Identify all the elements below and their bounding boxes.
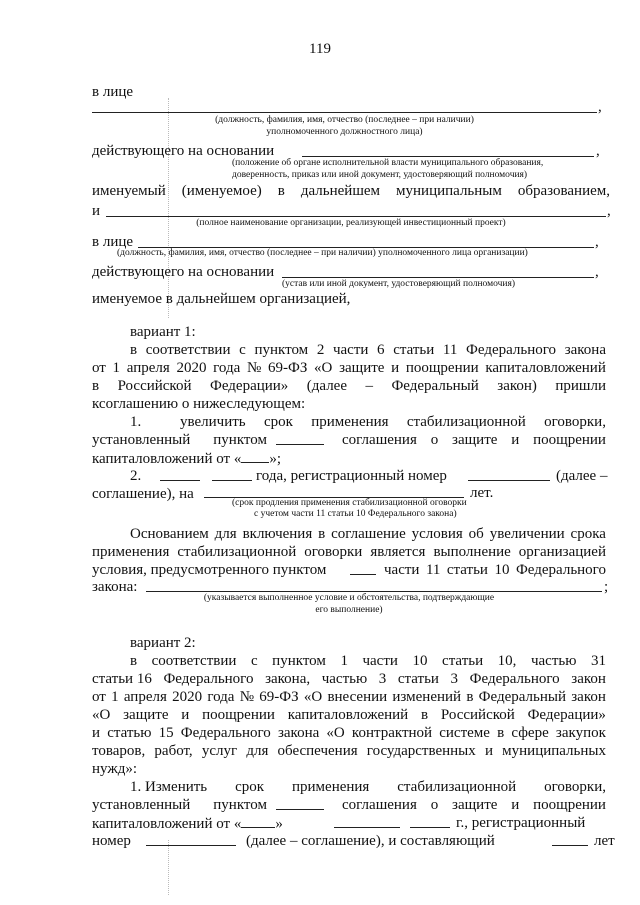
variant-2-line-7: нужд»: [92,761,137,777]
variant-1-basis-line-4: закона: [92,579,138,595]
fill-line-reg-number [468,480,550,481]
semicolon: ; [604,579,609,595]
variant-1-line-2: от 1 апреля 2020 года № 69-ФЗ «О защите и поощрении капиталовложений [92,360,606,376]
variant-1-line-1: в соответствии с пунктом 2 части 6 статьи 11 Федерального закона [130,342,606,358]
variant-2-item-1-line-2b: соглашения о защите и поощрении [342,797,606,813]
variant-2-item-1-line-3a: капиталовложений от « » [92,816,283,832]
fill-line-clause [276,444,324,445]
variant-1-item-2-number: 2. [130,468,142,484]
fill-line-month [212,480,252,481]
variant-1-line-3: в Российской Федерации» (далее – Федеральный закон) пришли [92,378,606,394]
variant-1-basis-line-3a: условия, предусмотренного пунктом [92,562,327,578]
page-number: 119 [309,41,331,57]
note-term-1: (срок продления применения стабилизационной оговорки [232,498,467,508]
in-person-label: в лице [92,84,134,100]
variant-2-line-1: в соответствии с пунктом 1 части 10 статьи 10, частью 31 [130,653,606,669]
comma: , [595,264,599,280]
comma: , [595,234,599,250]
fill-line-years-2 [552,845,588,846]
note-condition-1: (указывается выполненное условие и обстоятельства, подтверждающие [203,593,495,603]
variant-1-basis-line-1: Основанием для включения в соглашение условия об увеличении срока [130,526,606,542]
variant-2-item-1-line-4c: лет [594,833,615,849]
acting-basis-label: действующего на основании [92,143,275,159]
variant-1-item-1-line-2a: установленный пунктом [92,432,267,448]
variant-1-basis-line-3b: части 11 статьи 10 Федерального [384,562,606,578]
comma: , [607,203,611,219]
note-term-2: с учетом части 11 статьи 10 Федерального закона) [254,509,457,519]
fill-line-position [92,112,597,113]
variant-2-item-1-line-2a: установленный пунктом [92,797,267,813]
named-organization: именуемое в дальнейшем организацией, [92,291,351,307]
variant-1-item-2-line-2: соглашение), на [92,486,194,502]
note-position-1: (должность, фамилия, имя, отчество (последнее – при наличии) [215,115,474,125]
fill-line-year-2 [410,827,450,828]
variant-1-basis-line-2: применения стабилизационной оговорки является выполнение организацией [92,544,606,560]
variant-1-line-4: ксоглашению о нижеследующем: [92,396,306,412]
variant-2-item-1-line-4a: номер [92,833,131,849]
variant-1-item-1-line-2b: соглашения о защите и поощрении [342,432,606,448]
note-org-name: (полное наименование организации, реализующей инвестиционный проект) [196,218,506,228]
note-charter: (устав или иной документ, удостоверяющий полномочия) [282,279,516,289]
note-basis-1: (положение об органе исполнительной власти муниципального образования, [232,158,544,168]
variant-1-item-2-mid: года, регистрационный номер [256,468,447,484]
fill-line-day [160,480,200,481]
comma: , [596,143,600,159]
note-condition-2: его выполнение) [315,605,383,615]
fill-line-clause-3 [276,809,324,810]
note-basis-2: доверенность, приказ или иной документ, удостоверяющий полномочия) [232,170,528,180]
fill-line-month-2 [334,827,400,828]
acting-basis-label-2: действующего на основании [92,264,275,280]
scan-artifact-line [168,840,169,895]
variant-2-line-4: «О защите и поощрении капиталовложений в Российской Федерации» [92,707,606,723]
variant-2-line-5: и статью 15 Федерального закона «О контрактной системе в сфере закупок [92,725,606,741]
variant-1-item-2-years: лет. [470,485,494,501]
variant-1-item-1-line-1: увеличить срок применения стабилизационной оговорки, [180,414,606,430]
and-label: и [92,203,101,219]
comma: , [598,99,602,115]
variant-1-title: вариант 1: [130,324,196,340]
note-org-rep: (должность, фамилия, имя, отчество (последнее – при наличии) уполномоченного лица организации) [117,248,528,258]
fill-line-reg-number-2 [146,845,236,846]
in-person-label-2: в лице [92,234,134,250]
variant-2-title: вариант 2: [130,635,196,651]
variant-2-item-1-line-1: 1. Изменить срок применения стабилизационной оговорки, [130,779,606,795]
variant-1-item-1-line-3: капиталовложений от « »; [92,451,282,467]
note-position-2: уполномоченного должностного лица) [266,127,423,137]
variant-2-line-3: от 1 апреля 2020 года № 69-ФЗ «О внесении изменений в Федеральный закон [92,689,606,705]
variant-2-line-2: статьи 16 Федерального закона, частью 3 статьи 3 Федерального закон [92,671,606,687]
variant-1-item-1-number: 1. [130,414,142,430]
variant-2-item-1-line-3c: г., регистрационный [456,815,586,831]
variant-2-item-1-line-4b: (далее – соглашение), и составляющий [246,833,495,849]
variant-2-line-6: товаров, работ, услуг для обеспечения государственных и муниципальных [92,743,606,759]
fill-line-clause-2 [350,574,376,575]
variant-1-item-2-end: (далее – [556,468,608,484]
named-municipality-line: именуемый (именуемое) в дальнейшем муниципальным образованием, [92,183,610,199]
